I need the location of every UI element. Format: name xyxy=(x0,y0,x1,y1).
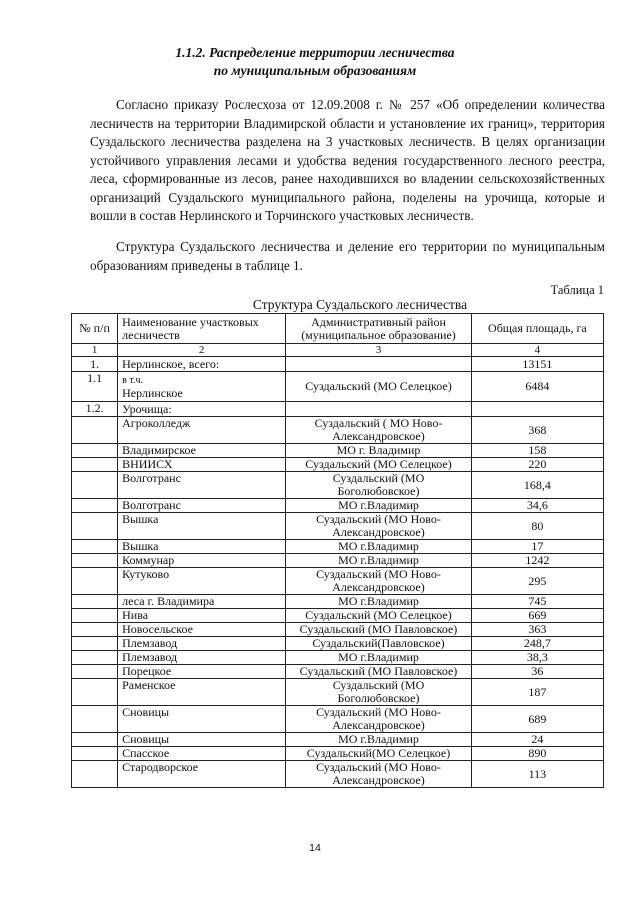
table-row-total xyxy=(72,357,604,372)
paragraph-structure-text: Структура Суздальского лесничества и деление его территории по муниципальным образованиям приведены в таблице 1. xyxy=(90,239,605,273)
cell-district: Суздальский (МО Ново-Александровское) xyxy=(286,568,472,595)
table-row xyxy=(72,458,604,472)
col-number: 3 xyxy=(286,344,472,357)
cell-area: 158 xyxy=(471,444,603,458)
cell-district: Суздальский ( МО Ново-Александровское) xyxy=(286,417,472,444)
cell-num: 1. xyxy=(72,357,118,372)
cell-num: 1.1 xyxy=(72,372,118,402)
cell-area: 34,6 xyxy=(471,499,603,513)
cell-num xyxy=(72,444,118,458)
cell-area: 295 xyxy=(471,568,603,595)
table-row xyxy=(72,444,604,458)
header-area: Общая площадь, га xyxy=(471,314,603,344)
table-row-sub xyxy=(72,372,604,402)
cell-num xyxy=(72,747,118,761)
cell-district: МО г.Владимир xyxy=(286,651,472,665)
table-header-row xyxy=(72,314,604,344)
cell-area: 168,4 xyxy=(471,472,603,499)
cell-name: Вышка xyxy=(118,540,286,554)
cell-name: Порецкое xyxy=(118,665,286,679)
cell-district: Суздальский (МО Ново-Александровское) xyxy=(286,706,472,733)
cell-area: 368 xyxy=(471,417,603,444)
cell-area: 38,3 xyxy=(471,651,603,665)
cell-area: 363 xyxy=(471,623,603,637)
header-district: Административный район (муниципальное образование) xyxy=(286,314,472,344)
table-row xyxy=(72,472,604,499)
table-row xyxy=(72,665,604,679)
cell-num xyxy=(72,609,118,623)
table-row xyxy=(72,417,604,444)
cell-name: Раменское xyxy=(118,679,286,706)
table-row xyxy=(72,499,604,513)
table-row xyxy=(72,637,604,651)
table-row xyxy=(72,568,604,595)
cell-area xyxy=(471,402,603,417)
cell-area: 187 xyxy=(471,679,603,706)
cell-area: 13151 xyxy=(471,357,603,372)
table-row xyxy=(72,706,604,733)
cell-area: 36 xyxy=(471,665,603,679)
cell-area: 80 xyxy=(471,513,603,540)
cell-name: Племзавод xyxy=(118,637,286,651)
cell-district xyxy=(286,357,472,372)
col-number: 4 xyxy=(471,344,603,357)
cell-area: 1242 xyxy=(471,554,603,568)
cell-num xyxy=(72,417,118,444)
cell-name: Сновицы xyxy=(118,706,286,733)
cell-num xyxy=(72,706,118,733)
cell-num xyxy=(72,595,118,609)
paragraph-intro xyxy=(90,96,605,226)
cell-area: 890 xyxy=(471,747,603,761)
table-row xyxy=(72,747,604,761)
table-row xyxy=(72,595,604,609)
cell-area: 24 xyxy=(471,733,603,747)
table-row xyxy=(72,651,604,665)
cell-district: МО г.Владимир xyxy=(286,499,472,513)
page-number: 14 xyxy=(309,842,321,854)
cell-district: МО г.Владимир xyxy=(286,554,472,568)
cell-district: МО г. Владимир xyxy=(286,444,472,458)
cell-district: Суздальский (МО Боголюбовское) xyxy=(286,472,472,499)
section-heading-line1: 1.1.2. Распределение территории лесничества xyxy=(175,45,455,60)
cell-name: Нива xyxy=(118,609,286,623)
cell-num xyxy=(72,554,118,568)
cell-num xyxy=(72,513,118,540)
header-name: Наименование участковых лесничеств xyxy=(118,314,286,344)
cell-num xyxy=(72,499,118,513)
cell-district: Суздальский (МО Боголюбовское) xyxy=(286,679,472,706)
table-row xyxy=(72,623,604,637)
cell-name: Племзавод xyxy=(118,651,286,665)
cell-name: Волготранс xyxy=(118,499,286,513)
table-row xyxy=(72,679,604,706)
cell-district: Суздальский (МО Ново-Александровское) xyxy=(286,513,472,540)
paragraph-intro-text: Согласно приказу Рослесхоза от 12.09.2008 г. № 257 «Об определении количества лесничеств на территории Владимирской области и установление их границ», территория Суздальского лесничества разделена на 3 участковых лесничеств. В целях организации устойчивого управления лесами и удобства ведения государственного лесного реестра, леса, сформированные из лесов, ранее находившихся во владении сельскохозяйственных организаций Суздальского муниципального района, поделены на урочища, которые и вошли в состав Нерлинского и Торчинского участковых лесничеств. xyxy=(90,97,605,223)
table-row xyxy=(72,540,604,554)
cell-name: Коммунар xyxy=(118,554,286,568)
cell-area: 689 xyxy=(471,706,603,733)
table-row xyxy=(72,761,604,788)
cell-name: Новосельское xyxy=(118,623,286,637)
col-number: 1 xyxy=(72,344,118,357)
cell-name: ВНИИСХ xyxy=(118,458,286,472)
cell-name: Спасское xyxy=(118,747,286,761)
cell-area: 745 xyxy=(471,595,603,609)
cell-num xyxy=(72,761,118,788)
cell-num xyxy=(72,733,118,747)
cell-num xyxy=(72,665,118,679)
cell-district xyxy=(286,402,472,417)
cell-num xyxy=(72,458,118,472)
cell-name-main: Нерлинское xyxy=(122,385,183,400)
cell-num xyxy=(72,568,118,595)
cell-name: Владимирское xyxy=(118,444,286,458)
cell-name: Нерлинское, всего: xyxy=(118,357,286,372)
section-heading-line2: по муниципальным образованиям xyxy=(213,63,417,78)
cell-num xyxy=(72,679,118,706)
cell-district: Суздальский(Павловское) xyxy=(286,637,472,651)
cell-name: леса г. Владимира xyxy=(118,595,286,609)
cell-district: Суздальский (МО Селецкое) xyxy=(286,609,472,623)
cell-district: Суздальский (МО Павловское) xyxy=(286,623,472,637)
cell-district: Суздальский (МО Селецкое) xyxy=(286,372,472,402)
forestry-structure-table xyxy=(71,313,604,788)
table-row xyxy=(72,609,604,623)
cell-name: Кутуково xyxy=(118,568,286,595)
table-row-tracts xyxy=(72,402,604,417)
cell-name: Агроколледж xyxy=(118,417,286,444)
cell-num xyxy=(72,623,118,637)
cell-district: МО г.Владимир xyxy=(286,595,472,609)
cell-name: Сновицы xyxy=(118,733,286,747)
col-number: 2 xyxy=(118,344,286,357)
cell-num xyxy=(72,472,118,499)
paragraph-structure xyxy=(90,238,605,275)
cell-area: 220 xyxy=(471,458,603,472)
cell-district: Суздальский (МО Ново-Александровское) xyxy=(286,761,472,788)
cell-name: Вышка xyxy=(118,513,286,540)
cell-num xyxy=(72,651,118,665)
table-title: Структура Суздальского лесничества xyxy=(252,297,468,312)
cell-district: МО г.Владимир xyxy=(286,540,472,554)
cell-num xyxy=(72,540,118,554)
table-row xyxy=(72,733,604,747)
cell-area: 248,7 xyxy=(471,637,603,651)
cell-district: Суздальский (МО Павловское) xyxy=(286,665,472,679)
cell-area: 113 xyxy=(471,761,603,788)
cell-name xyxy=(118,372,286,402)
cell-area: 669 xyxy=(471,609,603,623)
tract-rows xyxy=(72,417,604,788)
cell-num xyxy=(72,637,118,651)
cell-name-prefix: в т.ч. xyxy=(122,374,143,386)
cell-area: 6484 xyxy=(471,372,603,402)
table-label: Таблица 1 xyxy=(550,283,604,297)
cell-name: Стародворское xyxy=(118,761,286,788)
header-num: № п/п xyxy=(72,314,118,344)
cell-district: Суздальский(МО Селецкое) xyxy=(286,747,472,761)
cell-num: 1.2. xyxy=(72,402,118,417)
table-row xyxy=(72,554,604,568)
table-row xyxy=(72,513,604,540)
column-number-row xyxy=(72,344,604,357)
cell-district: МО г.Владимир xyxy=(286,733,472,747)
cell-name: Волготранс xyxy=(118,472,286,499)
cell-area: 17 xyxy=(471,540,603,554)
cell-district: Суздальский (МО Селецкое) xyxy=(286,458,472,472)
cell-name: Урочища: xyxy=(118,402,286,417)
